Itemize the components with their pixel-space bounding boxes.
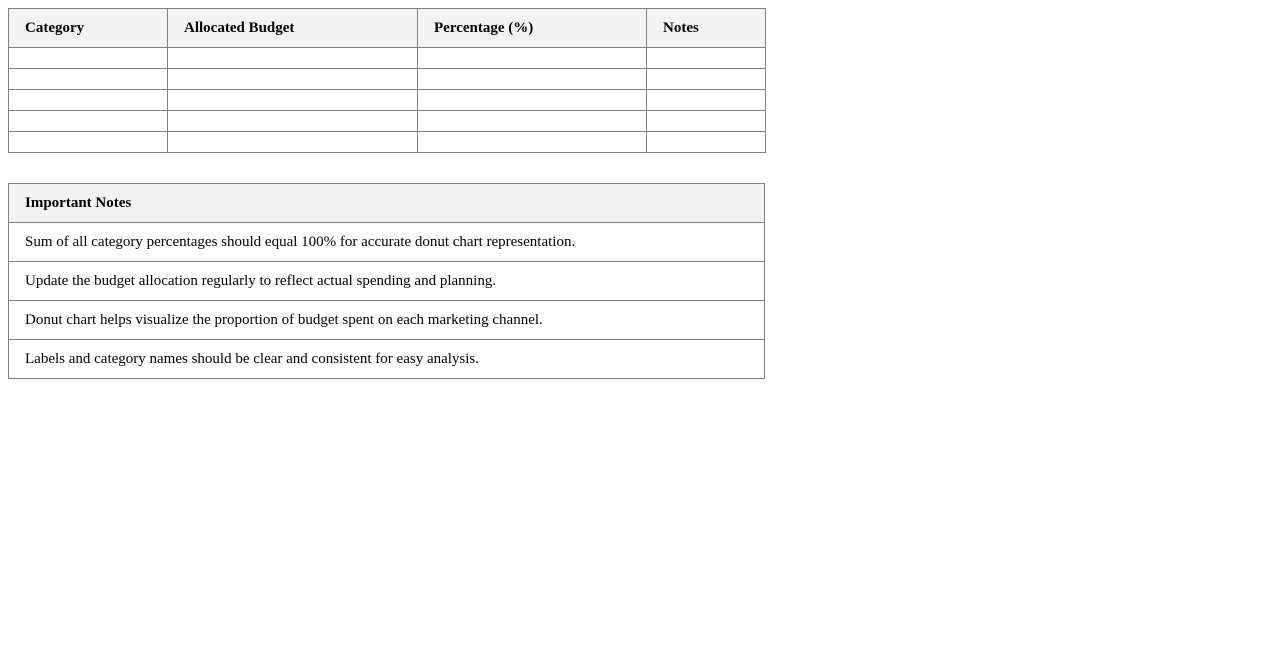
notes-cell xyxy=(647,69,766,90)
list-item xyxy=(9,223,765,262)
budget-table xyxy=(8,8,766,153)
percentage-cell xyxy=(418,69,647,90)
category-cell xyxy=(9,132,168,153)
list-item xyxy=(9,340,765,379)
percentage-cell xyxy=(418,132,647,153)
allocated-budget-cell xyxy=(168,90,418,111)
budget-table-header-row xyxy=(9,9,766,48)
allocated-budget-cell xyxy=(168,132,418,153)
percentage-cell xyxy=(418,90,647,111)
notes-cell xyxy=(647,48,766,69)
header-notes: Notes xyxy=(647,9,766,48)
list-item xyxy=(9,301,765,340)
category-cell xyxy=(9,90,168,111)
table-row xyxy=(9,111,766,132)
header-allocated-budget: Allocated Budget xyxy=(168,9,418,48)
table-row xyxy=(9,69,766,90)
header-category: Category xyxy=(9,9,168,48)
category-cell xyxy=(9,48,168,69)
note-text: Sum of all category percentages should equal 100% for accurate donut chart representation. xyxy=(9,223,765,262)
note-text: Labels and category names should be clear and consistent for easy analysis. xyxy=(9,340,765,379)
header-percentage: Percentage (%) xyxy=(418,9,647,48)
list-item xyxy=(9,262,765,301)
notes-cell xyxy=(647,90,766,111)
note-text: Donut chart helps visualize the proportion of budget spent on each marketing channel. xyxy=(9,301,765,340)
allocated-budget-cell xyxy=(168,69,418,90)
important-notes-header: Important Notes xyxy=(9,184,765,223)
allocated-budget-cell xyxy=(168,48,418,69)
notes-cell xyxy=(647,111,766,132)
notes-cell xyxy=(647,132,766,153)
table-row xyxy=(9,90,766,111)
allocated-budget-cell xyxy=(168,111,418,132)
category-cell xyxy=(9,111,168,132)
percentage-cell xyxy=(418,48,647,69)
category-cell xyxy=(9,69,168,90)
table-row xyxy=(9,48,766,69)
table-row xyxy=(9,132,766,153)
notes-header-row xyxy=(9,184,765,223)
percentage-cell xyxy=(418,111,647,132)
note-text: Update the budget allocation regularly to reflect actual spending and planning. xyxy=(9,262,765,301)
important-notes-table xyxy=(8,183,765,379)
